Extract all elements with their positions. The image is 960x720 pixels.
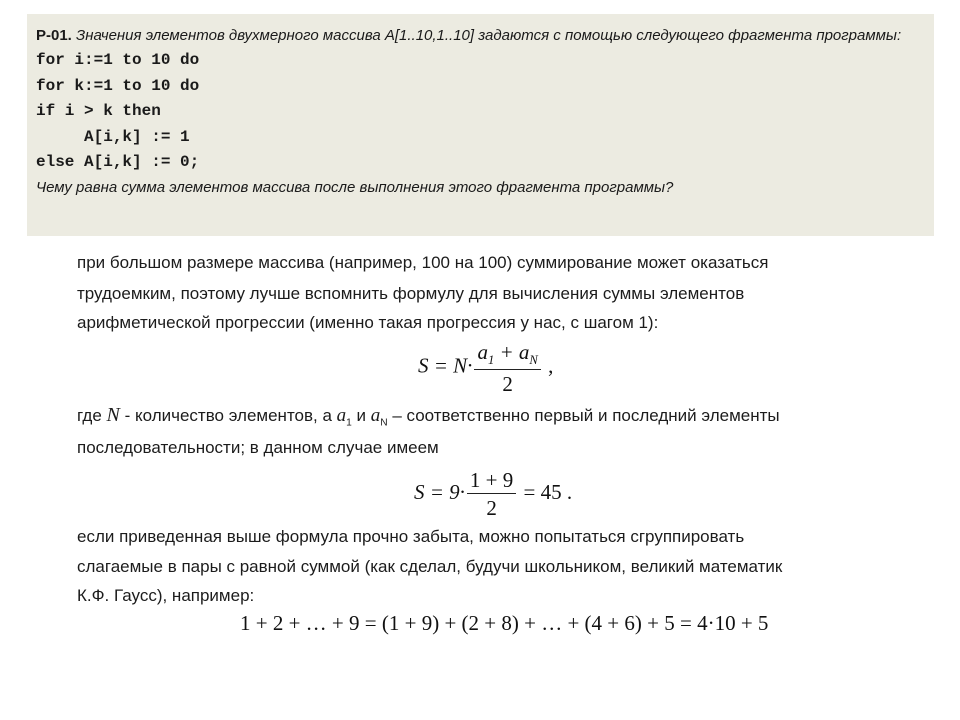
solution-text-line: слагаемые в пары с равной суммой (как сделал, будучи школьником, великий математик	[77, 557, 783, 576]
task-id: Р-01.	[36, 27, 72, 44]
solution-text-line: последовательности; в данном случае имеем	[77, 438, 439, 457]
solution-text-line: К.Ф. Гаусс), например:	[77, 586, 255, 605]
formula-fraction: $\frac{a_1 + a_N}{2}$	[474, 340, 540, 396]
code-line: for k:=1 to 10 do	[36, 76, 200, 95]
code-line: A[i,k] := 1	[36, 127, 190, 146]
formula-sum-arithmetic: S = N· $\frac{a_1 + a_N}{2}$ ,	[418, 340, 554, 396]
solution-text-line: если приведенная выше формула прочно забыта, можно попытаться сгруппировать	[77, 527, 745, 546]
solution-text-line: трудоемким, поэтому лучше вспомнить формулу для вычисления суммы элементов	[77, 284, 745, 303]
task-question: Чему равна сумма элементов массива после выполнения этого фрагмента программы?	[36, 178, 674, 196]
task-text: Значения элементов двухмерного массива A[1..10,1..10] задаются с помощью следующего фрагмента программы:	[71, 27, 902, 44]
code-line: for i:=1 to 10 do	[36, 51, 200, 69]
solution-text-line: где N - количество элементов, а $a_1$ и $a_N$ – соответственно первый и последний элементы	[77, 404, 780, 429]
formula-fraction: $\frac{1 + 9}{2}$	[467, 468, 516, 520]
formula-gauss-pairs: 1 + 2 + … + 9 = (1 + 9) + (2 + 8) + … + (4 + 6) + 5 = 4·10 + 5	[240, 611, 769, 635]
task-box	[27, 14, 934, 236]
code-line: if i > k then	[36, 102, 161, 120]
solution-text-line: арифметической прогрессии (именно такая прогрессия у нас, с шагом 1):	[77, 313, 659, 332]
formula-sum-result: S = 9· $\frac{1 + 9}{2}$ = 45 .	[414, 468, 573, 521]
task-statement	[36, 24, 924, 48]
code-line: else A[i,k] := 0;	[36, 153, 200, 171]
solution-text-line: при большом размере массива (например, 100 на 100) суммирование может оказаться	[77, 253, 769, 272]
